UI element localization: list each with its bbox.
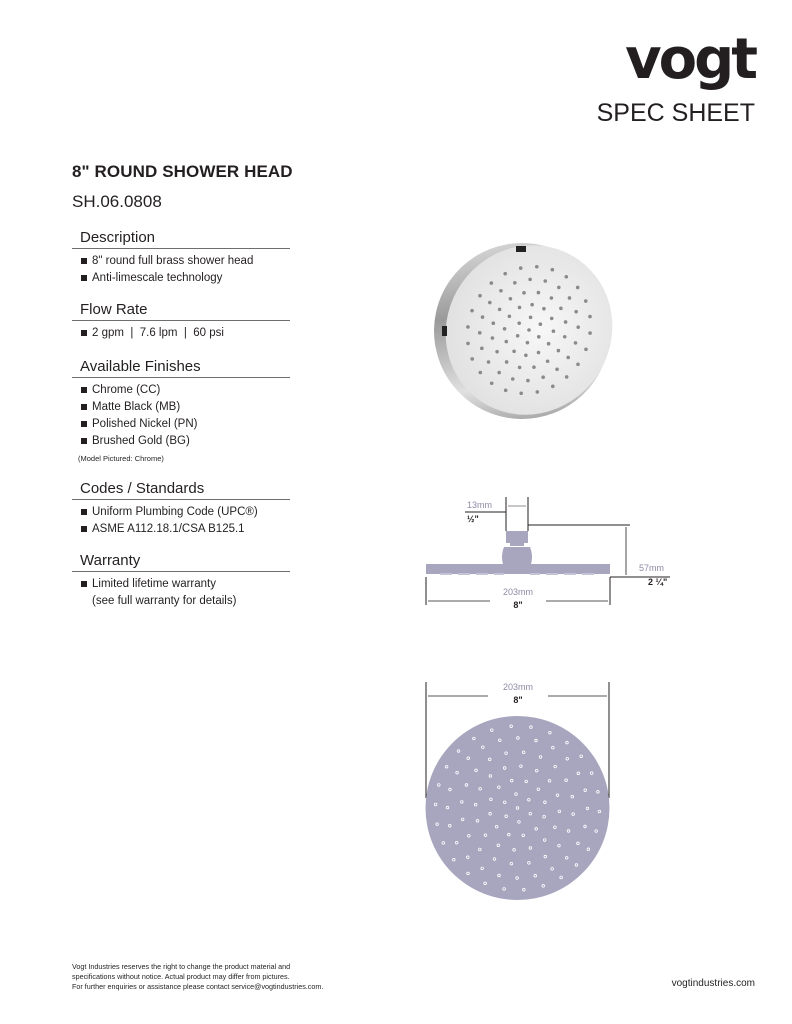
list-item: Brushed Gold (BG) (78, 433, 290, 450)
list-item: 8" round full brass shower head (78, 253, 290, 270)
warranty-line: (see full warranty for details) (92, 595, 237, 607)
width-mm-label: 203mm (502, 587, 534, 597)
section-heading: Codes / Standards (72, 480, 290, 500)
product-code: SH.06.0808 (72, 192, 162, 211)
list-item: Polished Nickel (PN) (78, 416, 290, 433)
footer-disclaimer (72, 962, 372, 992)
section-heading: Available Finishes (72, 358, 290, 378)
top-width-mm-label: 203mm (502, 682, 534, 692)
model-pictured-note: (Model Pictured: Chrome) (78, 454, 164, 463)
height-mm-label: 57mm (639, 563, 665, 573)
side-view-drawing (420, 495, 680, 620)
list-item (78, 576, 290, 610)
list-item: Chrome (CC) (78, 382, 290, 399)
brand-logo: vogt (625, 27, 755, 92)
section-description (78, 229, 290, 287)
section-codes (78, 480, 290, 538)
product-title: 8" ROUND SHOWER HEAD (72, 162, 293, 181)
section-heading: Warranty (72, 552, 290, 572)
section-heading: Flow Rate (72, 301, 290, 321)
list-item: 2 gpm | 7.6 lpm | 60 psi (78, 325, 290, 342)
doc-type-title: SPEC SHEET (596, 99, 755, 127)
disclaimer-line: specifications without notice. Actual product may differ from pictures. (72, 972, 290, 981)
website-link[interactable]: vogtindustries.com (671, 978, 755, 989)
section-warranty (78, 552, 290, 610)
inlet-in-label: ½" (467, 514, 479, 524)
list-item: Matte Black (MB) (78, 399, 290, 416)
product-photo (430, 238, 620, 423)
disclaimer-line: For further enquiries or assistance please contact service@vogtindustries.com. (72, 982, 324, 991)
section-finishes (78, 358, 290, 463)
section-heading: Description (72, 229, 290, 249)
top-view-drawing (420, 678, 620, 908)
list-item: Anti-limescale technology (78, 270, 290, 287)
list-item: ASME A112.18.1/CSA B125.1 (78, 521, 290, 538)
inlet-mm-label: 13mm (467, 500, 493, 510)
disclaimer-line: Vogt Industries reserves the right to change the product material and (72, 962, 291, 971)
warranty-line: Limited lifetime warranty (92, 578, 216, 590)
list-item: Uniform Plumbing Code (UPC®) (78, 504, 290, 521)
section-flow-rate (78, 301, 290, 342)
top-width-in-label: 8" (513, 695, 523, 705)
height-in-label: 2 ¼" (648, 577, 668, 587)
width-in-label: 8" (513, 600, 523, 610)
